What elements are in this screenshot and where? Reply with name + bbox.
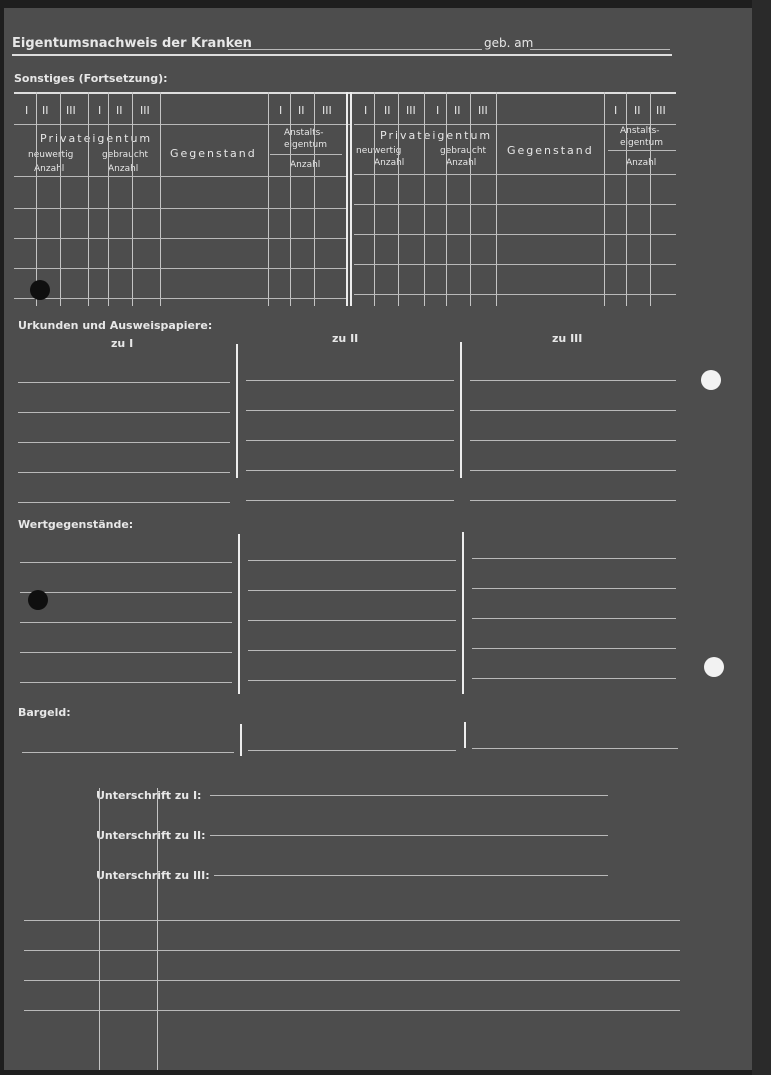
- left-inst-label-1: Anstalts-: [284, 128, 324, 138]
- signature-2-label: Unterschrift zu II:: [96, 829, 206, 842]
- left-inst-label-2: eigentum: [284, 140, 327, 150]
- signature-1-label: Unterschrift zu I:: [96, 789, 202, 802]
- valuables-line: [472, 618, 676, 619]
- table-column-rule: [626, 92, 627, 306]
- left-roman-3: III: [66, 104, 76, 117]
- valuables-line: [20, 682, 232, 683]
- roman-row-rule-right: [354, 124, 676, 125]
- documents-divider: [236, 344, 238, 478]
- table-row-rule: [354, 294, 676, 295]
- documents-line: [246, 470, 454, 471]
- documents-line: [470, 410, 676, 411]
- valuables-line: [248, 650, 456, 651]
- documents-line: [246, 440, 454, 441]
- table-column-rule: [108, 92, 109, 306]
- valuables-line: [248, 590, 456, 591]
- documents-line: [18, 472, 230, 473]
- right-used-label: gebraucht: [440, 146, 487, 156]
- left-roman-5: II: [116, 104, 123, 117]
- valuables-line: [20, 652, 232, 653]
- notes-line: [24, 950, 680, 951]
- table-column-rule: [604, 92, 605, 306]
- documents-line: [18, 412, 230, 413]
- table-subheader-rule: [608, 150, 676, 151]
- documents-line: [246, 500, 454, 501]
- table-row-rule: [14, 298, 346, 299]
- left-roman-9: III: [322, 104, 332, 117]
- table-column-rule: [424, 92, 425, 306]
- right-private-heading: Privateigentum: [380, 129, 493, 142]
- signature-margin-rule: [99, 788, 100, 1070]
- table-column-rule: [60, 92, 61, 306]
- valuables-line: [472, 648, 676, 649]
- table-column-rule: [290, 92, 291, 306]
- valuables-line: [472, 558, 676, 559]
- table-column-rule: [88, 92, 89, 306]
- left-used-label: gebraucht: [102, 150, 149, 160]
- documents-divider: [460, 342, 462, 478]
- valuables-line: [472, 588, 676, 589]
- valuables-line: [20, 592, 232, 593]
- documents-line: [470, 380, 676, 381]
- documents-line: [18, 382, 230, 383]
- table-header-rule: [354, 174, 676, 175]
- right-roman-2: II: [384, 104, 391, 117]
- birth-label: geb. am: [484, 36, 534, 50]
- punch-hole: [30, 280, 50, 300]
- header-rule: [12, 54, 672, 56]
- right-inst-label-1: Anstalts-: [620, 126, 660, 136]
- table-row-rule: [354, 204, 676, 205]
- table-column-rule: [132, 92, 133, 306]
- right-inst-label-2: eigentum: [620, 138, 663, 148]
- left-item-label: Gegenstand: [170, 147, 257, 160]
- table-header-rule: [14, 176, 346, 177]
- valuables-divider: [238, 534, 240, 694]
- valuables-line: [20, 562, 232, 563]
- table-column-rule: [314, 92, 315, 306]
- right-new-label: neuwertig: [356, 146, 402, 156]
- documents-heading: Urkunden und Ausweispapiere:: [18, 319, 213, 332]
- left-new-count: Anzahl: [34, 164, 65, 174]
- signature-3-label: Unterschrift zu III:: [96, 869, 210, 882]
- left-inst-count: Anzahl: [290, 160, 321, 170]
- documents-col-1: zu I: [111, 337, 134, 350]
- valuables-line: [248, 620, 456, 621]
- table-row-rule: [14, 208, 346, 209]
- cash-line: [472, 748, 678, 749]
- documents-line: [246, 380, 454, 381]
- roman-row-rule-left: [14, 124, 350, 125]
- table-row-rule: [354, 264, 676, 265]
- cash-line: [22, 752, 234, 753]
- table-column-rule: [446, 92, 447, 306]
- notes-line: [24, 1010, 680, 1011]
- signature-2-line[interactable]: [210, 835, 608, 836]
- signature-1-line[interactable]: [210, 795, 608, 796]
- table-row-rule: [14, 268, 346, 269]
- documents-col-3: zu III: [552, 332, 583, 345]
- punch-hole: [704, 657, 724, 677]
- right-used-count: Anzahl: [446, 158, 477, 168]
- table-column-rule: [374, 92, 375, 306]
- left-roman-2: II: [42, 104, 49, 117]
- name-line[interactable]: [228, 49, 482, 50]
- page-edge: [752, 0, 771, 1075]
- table-subheader-rule: [270, 154, 342, 155]
- left-new-label: neuwertig: [28, 150, 74, 160]
- notes-line: [24, 980, 680, 981]
- table-row-rule: [354, 234, 676, 235]
- valuables-line: [248, 680, 456, 681]
- right-roman-9: III: [656, 104, 666, 117]
- right-roman-4: I: [436, 104, 440, 117]
- cash-divider: [240, 724, 242, 756]
- left-roman-7: I: [279, 104, 283, 117]
- cash-heading: Bargeld:: [18, 706, 71, 719]
- left-roman-8: II: [298, 104, 305, 117]
- left-roman-1: I: [25, 104, 29, 117]
- signature-3-line[interactable]: [214, 875, 608, 876]
- documents-line: [470, 470, 676, 471]
- right-new-count: Anzahl: [374, 158, 405, 168]
- sonstiges-heading: Sonstiges (Fortsetzung):: [14, 72, 168, 85]
- right-roman-3: III: [406, 104, 416, 117]
- table-row-rule: [14, 238, 346, 239]
- valuables-line: [20, 622, 232, 623]
- form-sheet: [4, 8, 752, 1070]
- right-inst-count: Anzahl: [626, 158, 657, 168]
- table-column-rule: [268, 92, 269, 306]
- table-column-rule: [398, 92, 399, 306]
- left-used-count: Anzahl: [108, 164, 139, 174]
- left-roman-4: I: [98, 104, 102, 117]
- cash-line: [248, 750, 456, 751]
- form-title: Eigentumsnachweis der Kranken: [12, 36, 252, 51]
- right-roman-1: I: [364, 104, 368, 117]
- documents-col-2: zu II: [332, 332, 359, 345]
- right-roman-7: I: [614, 104, 618, 117]
- table-column-rule: [470, 92, 471, 306]
- valuables-line: [472, 678, 676, 679]
- documents-line: [18, 502, 230, 503]
- table-column-rule: [160, 92, 161, 306]
- right-roman-6: III: [478, 104, 488, 117]
- right-roman-5: II: [454, 104, 461, 117]
- left-private-heading: Privateigentum: [40, 132, 153, 145]
- table-column-rule: [650, 92, 651, 306]
- punch-hole: [701, 370, 721, 390]
- cash-divider: [464, 722, 466, 748]
- valuables-divider: [462, 532, 464, 694]
- table-center-rule: [350, 92, 352, 306]
- documents-line: [470, 500, 676, 501]
- table-column-rule: [496, 92, 497, 306]
- notes-line: [24, 920, 680, 921]
- documents-line: [18, 442, 230, 443]
- table-top-rule: [14, 92, 676, 94]
- right-roman-8: II: [634, 104, 641, 117]
- punch-hole: [28, 590, 48, 610]
- table-column-rule: [36, 92, 37, 306]
- signature-margin-rule: [157, 788, 158, 1070]
- valuables-heading: Wertgegenstände:: [18, 518, 134, 531]
- table-center-rule: [346, 92, 348, 306]
- right-item-label: Gegenstand: [507, 144, 594, 157]
- left-roman-6: III: [140, 104, 150, 117]
- valuables-line: [248, 560, 456, 561]
- documents-line: [246, 410, 454, 411]
- documents-line: [470, 440, 676, 441]
- birth-line[interactable]: [530, 49, 670, 50]
